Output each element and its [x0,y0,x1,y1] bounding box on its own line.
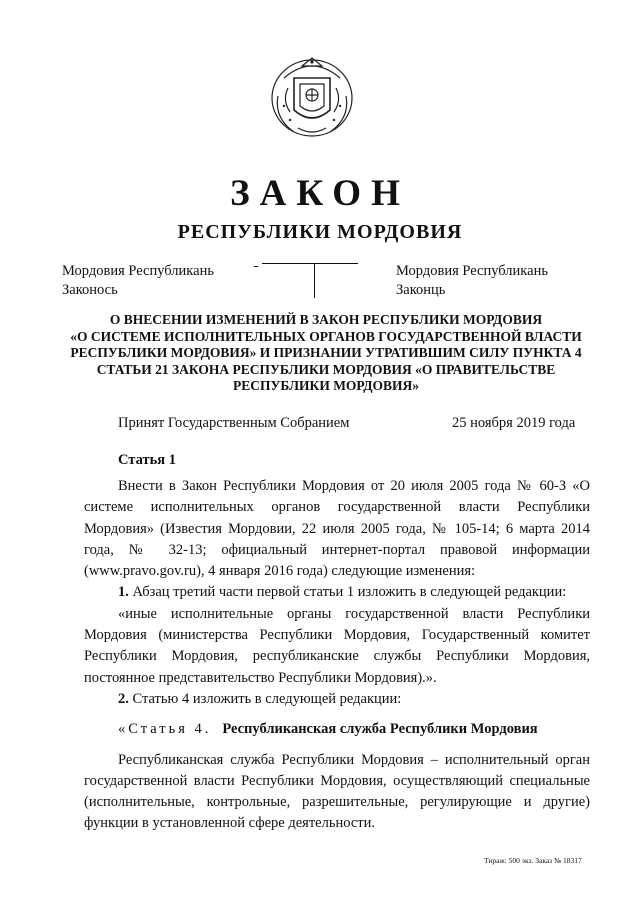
left-header [62,262,214,300]
coat-of-arms-emblem [264,48,360,140]
item-1-text: Абзац третий части первой статьи 1 изложить в следующей редакции: [128,584,567,601]
document-title: ЗАКОН [230,173,410,214]
heading-line: РЕСПУБЛИКИ МОРДОВИЯ» [232,378,420,393]
article-4-prefix: «Статья 4. [118,721,212,738]
quote-paragraph: «иные исполнительные органы государственной власти Республики Мордовия (министерства Республики Мордовия, Государственный комитет Республики Мордовия, республиканские службы Республики Мордовия, постоянное представительство Республики Мордовия).». [84,605,590,686]
header-divider [262,263,358,264]
heading-line: «О СИСТЕМЕ ИСПОЛНИТЕЛЬНЫХ ОРГАНОВ ГОСУДАРСТВЕННОЙ ВЛАСТИ [70,328,582,344]
adopted-date: 25 ноября 2019 года [452,415,576,431]
heading-line: РЕСПУБЛИКИ МОРДОВИЯ» И ПРИЗНАНИИ УТРАТИВШИМ СИЛУ ПУНКТА 4 [70,345,582,360]
heading-line: О ВНЕСЕНИИ ИЗМЕНЕНИЙ В ЗАКОН РЕСПУБЛИКИ МОРДОВИЯ [109,312,543,327]
left-header-line: Мордовия Республикань [62,263,214,279]
item-2-number: 2. [118,690,129,707]
item-2-text: Статью 4 изложить в следующей редакции: [128,690,402,707]
article-4-title: Республиканская служба Республики Мордовия [222,721,538,738]
law-heading [70,312,582,395]
left-header-line: Законось [62,282,118,298]
document-subtitle: РЕСПУБЛИКИ МОРДОВИЯ [177,221,463,243]
article-4-text: Республиканская служба Республики Мордовия – исполнительный орган государственной власти Республики Мордовия, осуществляющий специальные (исполнительные, контрольные, разрешительные, регулирующие и другие) функции в установленной сфере деятельности. [84,751,590,832]
print-run-footer: Тираж: 500 экз. Заказ № 18317 [484,856,582,865]
divider-tick [254,266,258,267]
right-header-line: Мордовия Республикань [396,263,548,279]
adopted-by: Принят Государственным Собранием [118,415,350,431]
right-header [396,262,548,300]
document-body [84,476,590,835]
intro-paragraph: Внести в Закон Республики Мордовия от 20 июля 2005 года № 60-З «О системе исполнительных органов государственной власти Республики Мордовия» (Известия Мордовии, 22 июля 2005 года, № 105-14; 6 марта 2014 года, № 32-13; официальный интернет-портал правовой информации (www.pravo.gov.ru), 4 января 2016 года) следующие изменения: [84,478,590,580]
item-1-paragraph [84,582,590,603]
article-4-heading [84,719,590,740]
item-1-number: 1. [118,584,129,601]
heading-line: СТАТЬИ 21 ЗАКОНА РЕСПУБЛИКИ МОРДОВИЯ «О ПРАВИТЕЛЬСТВЕ [96,361,556,377]
right-header-line: Законць [396,282,446,298]
article-title: Статья 1 [118,452,176,468]
item-2-paragraph [84,689,590,710]
header-divider-vertical [314,264,315,298]
